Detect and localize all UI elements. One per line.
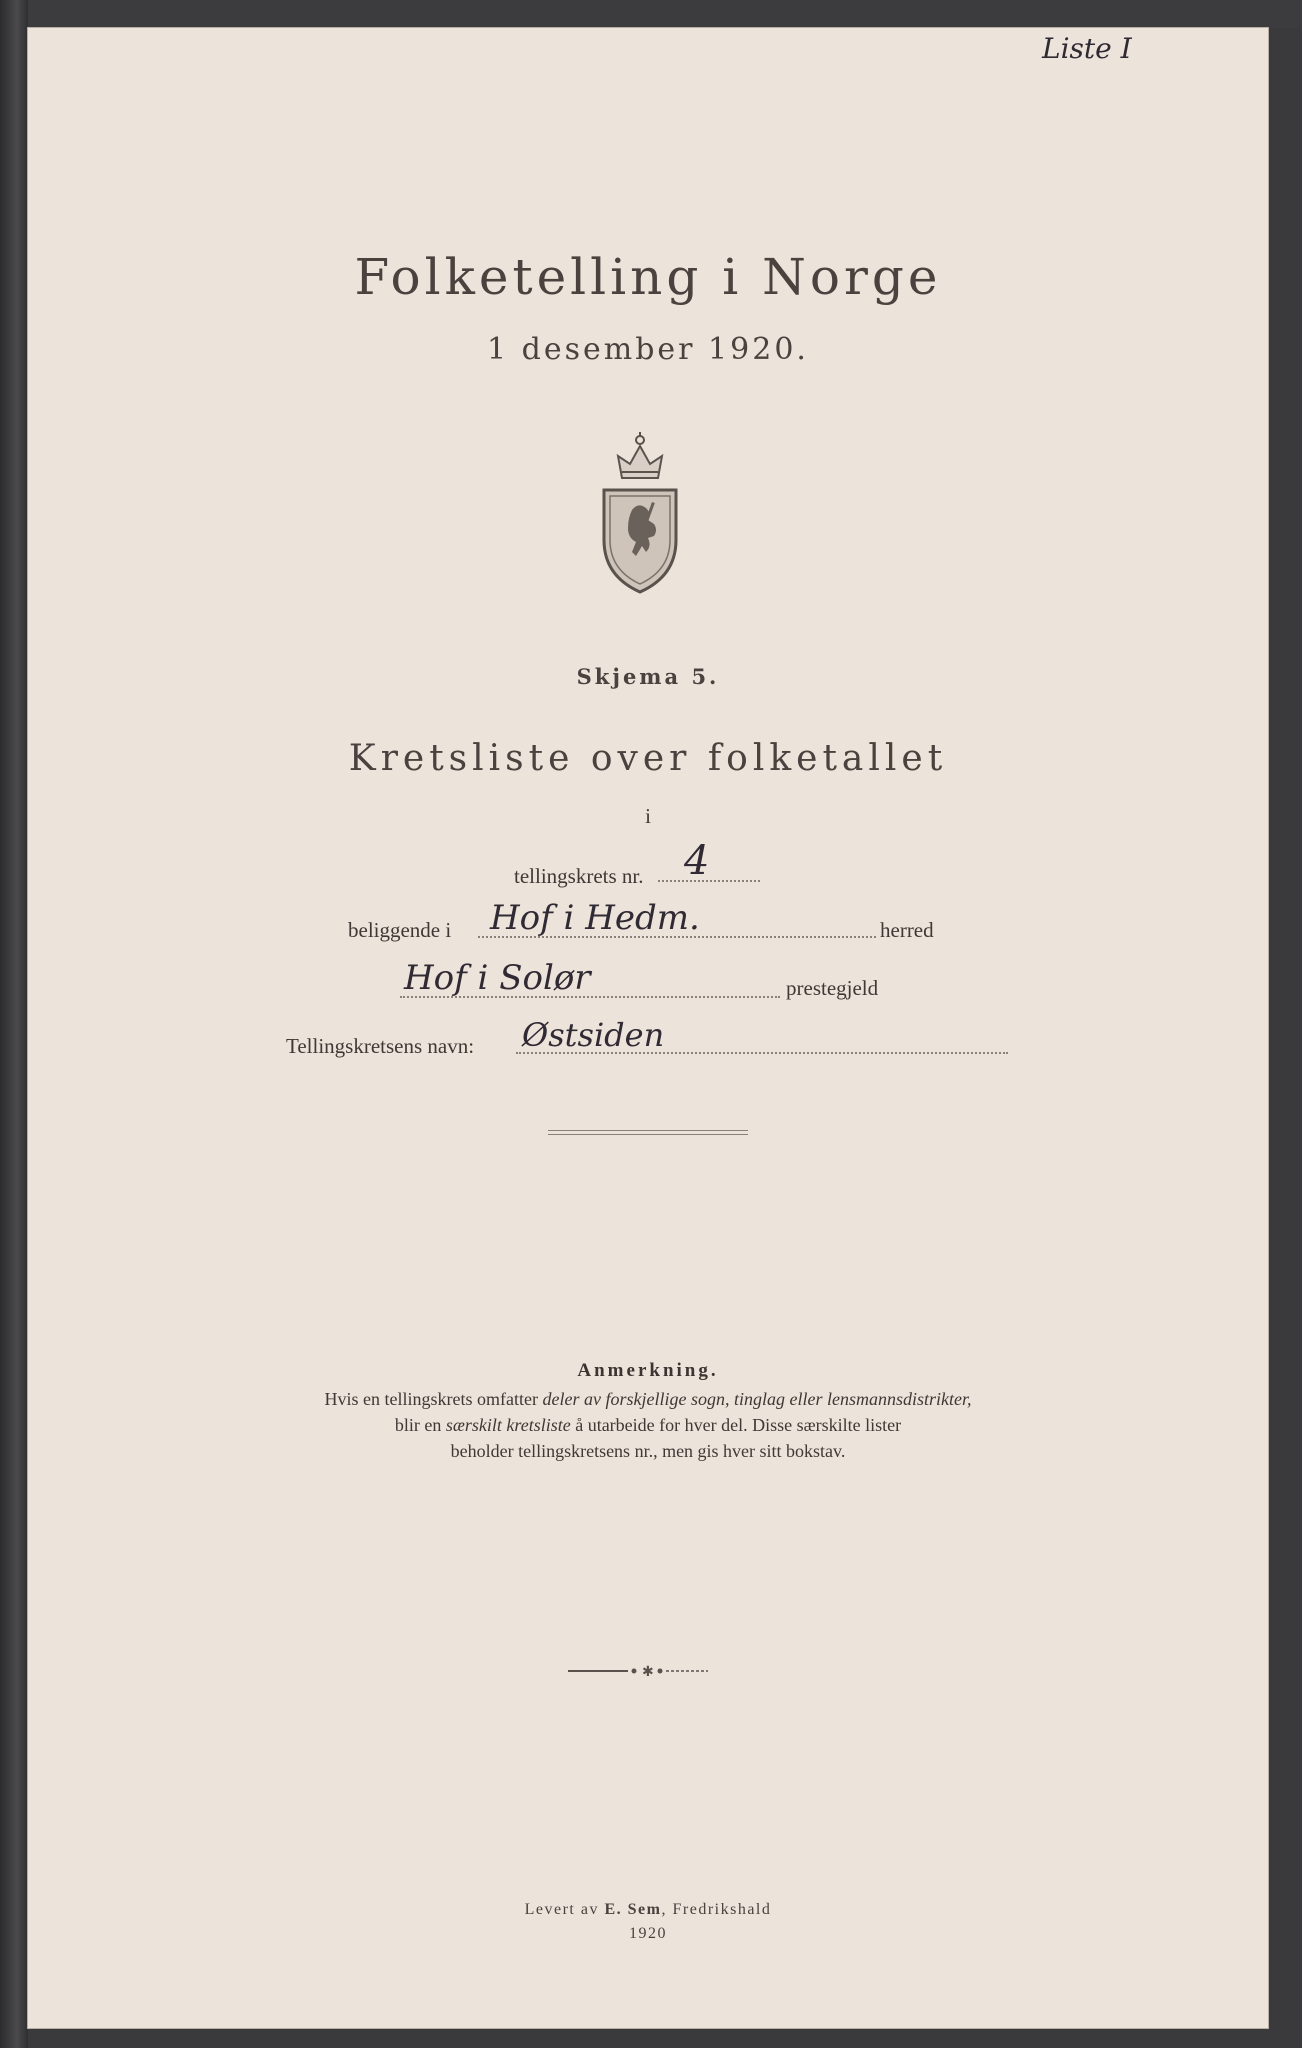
beliggende-field[interactable] <box>478 898 876 938</box>
census-date: 1 desember 1920. <box>487 332 809 367</box>
scan-border <box>28 0 1302 28</box>
prestegjeld-value: Hof i Solør <box>404 958 591 998</box>
section-divider <box>548 1130 748 1135</box>
krets-nr-value: 4 <box>684 838 710 884</box>
svg-text:✱: ✱ <box>642 1665 654 1677</box>
navn-label: Tellingskretsens navn: <box>286 1034 475 1058</box>
prestegjeld-field[interactable] <box>400 958 780 998</box>
norway-coat-of-arms-icon <box>592 428 688 596</box>
beliggende-value: Hof i Hedm. <box>490 898 700 938</box>
page-title: Folketelling i Norge <box>354 248 942 306</box>
remark-line-2a: blir en <box>394 1415 446 1435</box>
form-heading: Kretsliste over folketallet <box>348 738 948 779</box>
preposition-text: i <box>645 804 651 828</box>
printer-name: E. Sem <box>604 1901 662 1918</box>
printer-place: , Fredrikshald <box>661 1901 772 1918</box>
krets-nr-label: tellingskrets nr. <box>514 864 644 888</box>
book-spine <box>0 0 28 2048</box>
printer-line <box>28 1898 1268 1922</box>
remark-line-1 <box>178 1386 1118 1412</box>
ornament-divider-icon <box>548 1662 748 1677</box>
census-form-page <box>28 28 1268 2028</box>
remark-line-3: beholder tellingskretsens nr., men gis hver sitt bokstav. <box>450 1441 846 1461</box>
prestegjeld-label: prestegjeld <box>786 976 879 1000</box>
remark-line-1a: Hvis en tellingskrets omfatter <box>324 1389 543 1409</box>
remark-heading: Anmerkning. <box>577 1360 719 1381</box>
remark-line-2b: særskilt kretsliste <box>445 1415 571 1435</box>
remark-line-1b: deler av forskjellige sogn, tinglag eller lensmannsdistrikter, <box>542 1389 972 1409</box>
navn-field[interactable] <box>516 1016 1008 1054</box>
printer-imprint <box>28 1898 1268 1946</box>
remark-text <box>178 1386 1118 1464</box>
printer-year: 1920 <box>629 1925 667 1942</box>
navn-value: Østsiden <box>522 1016 665 1054</box>
schema-label: Skjema 5. <box>576 664 720 689</box>
beliggende-label: beliggende i <box>348 918 452 942</box>
remark-line-2 <box>178 1412 1118 1438</box>
remark-line-2c: å utarbeide for hver del. Disse særskilte lister <box>570 1415 902 1435</box>
herred-label: herred <box>880 918 934 942</box>
corner-handwritten-note: Liste I <box>1042 32 1132 65</box>
printer-prefix: Levert av <box>524 1901 605 1918</box>
krets-nr-field[interactable] <box>658 838 760 884</box>
